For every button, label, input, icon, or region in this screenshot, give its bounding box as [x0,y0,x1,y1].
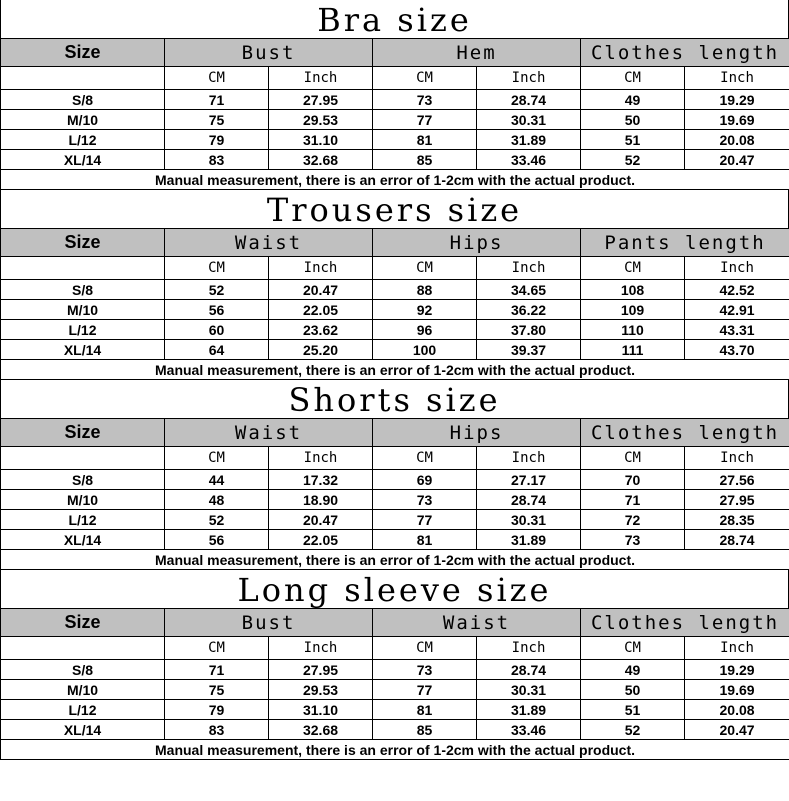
measurement-group-header: Pants length [581,229,789,257]
measurement-value: 23.62 [269,320,373,340]
unit-cm-label: CM [165,447,269,470]
measurement-value: 31.10 [269,130,373,150]
measurement-value: 22.05 [269,300,373,320]
measurement-group-header: Waist [165,229,373,257]
measurement-value: 31.89 [477,700,581,720]
unit-inch-label: Inch [685,637,789,660]
table-row [1,280,789,300]
table-row [1,660,789,680]
empty-cell [1,637,165,660]
measurement-value: 27.17 [477,470,581,490]
measurement-value: 28.74 [685,530,789,550]
measurement-group-header: Waist [165,419,373,447]
measurement-value: 48 [165,490,269,510]
measurement-group-header: Hem [373,39,581,67]
table-row [1,470,789,490]
table-row [1,510,789,530]
measurement-value: 18.90 [269,490,373,510]
measurement-value: 110 [581,320,685,340]
measurement-value: 29.53 [269,680,373,700]
measurement-value: 49 [581,90,685,110]
measurement-value: 77 [373,510,477,530]
unit-cm-label: CM [581,257,685,280]
size-label: XL/14 [1,720,165,740]
measurement-value: 60 [165,320,269,340]
measurement-value: 30.31 [477,510,581,530]
measurement-value: 31.10 [269,700,373,720]
unit-inch-label: Inch [685,257,789,280]
measurement-value: 43.31 [685,320,789,340]
measurement-value: 34.65 [477,280,581,300]
table-row [1,720,789,740]
size-column-header: Size [1,229,165,257]
size-label: S/8 [1,280,165,300]
size-label: L/12 [1,700,165,720]
unit-cm-label: CM [373,637,477,660]
measurement-value: 85 [373,720,477,740]
table-row [1,130,789,150]
unit-inch-label: Inch [477,447,581,470]
measurement-value: 27.95 [269,90,373,110]
table-row [1,90,789,110]
unit-inch-label: Inch [269,257,373,280]
measurement-group-header: Clothes length [581,609,789,637]
measurement-value: 111 [581,340,685,360]
size-label: M/10 [1,110,165,130]
size-label: XL/14 [1,340,165,360]
measurement-value: 36.22 [477,300,581,320]
measurement-note: Manual measurement, there is an error of 1-2cm with the actual product. [1,170,789,190]
measurement-value: 37.80 [477,320,581,340]
measurement-value: 81 [373,700,477,720]
measurement-value: 39.37 [477,340,581,360]
measurement-value: 19.69 [685,680,789,700]
unit-cm-label: CM [165,637,269,660]
measurement-value: 92 [373,300,477,320]
size-table [0,38,789,190]
measurement-value: 31.89 [477,530,581,550]
unit-inch-label: Inch [269,447,373,470]
unit-inch-label: Inch [477,67,581,90]
measurement-group-header: Hips [373,229,581,257]
measurement-value: 69 [373,470,477,490]
unit-cm-label: CM [165,257,269,280]
size-label: L/12 [1,510,165,530]
unit-inch-label: Inch [685,67,789,90]
measurement-value: 50 [581,680,685,700]
measurement-value: 71 [581,490,685,510]
measurement-value: 44 [165,470,269,490]
measurement-value: 64 [165,340,269,360]
measurement-group-header: Clothes length [581,419,789,447]
measurement-value: 75 [165,680,269,700]
size-table [0,418,789,570]
measurement-value: 79 [165,700,269,720]
measurement-value: 51 [581,130,685,150]
measurement-value: 72 [581,510,685,530]
measurement-value: 71 [165,90,269,110]
measurement-value: 79 [165,130,269,150]
size-label: M/10 [1,680,165,700]
unit-cm-label: CM [165,67,269,90]
size-label: XL/14 [1,530,165,550]
unit-cm-label: CM [373,257,477,280]
measurement-note: Manual measurement, there is an error of 1-2cm with the actual product. [1,360,789,380]
measurement-group-header: Bust [165,39,373,67]
unit-cm-label: CM [581,637,685,660]
measurement-value: 29.53 [269,110,373,130]
unit-inch-label: Inch [269,67,373,90]
measurement-value: 19.69 [685,110,789,130]
measurement-value: 25.20 [269,340,373,360]
measurement-value: 56 [165,530,269,550]
size-label: S/8 [1,470,165,490]
measurement-note: Manual measurement, there is an error of 1-2cm with the actual product. [1,550,789,570]
size-column-header: Size [1,609,165,637]
measurement-value: 20.08 [685,130,789,150]
section-title: Trousers size [0,190,789,228]
measurement-value: 32.68 [269,150,373,170]
table-row [1,150,789,170]
measurement-value: 42.91 [685,300,789,320]
measurement-group-header: Hips [373,419,581,447]
measurement-value: 85 [373,150,477,170]
measurement-value: 88 [373,280,477,300]
empty-cell [1,257,165,280]
empty-cell [1,67,165,90]
size-table [0,228,789,380]
unit-cm-label: CM [581,447,685,470]
measurement-value: 52 [165,280,269,300]
measurement-value: 27.56 [685,470,789,490]
measurement-value: 28.74 [477,660,581,680]
measurement-value: 52 [581,150,685,170]
measurement-value: 51 [581,700,685,720]
unit-inch-label: Inch [477,257,581,280]
table-row [1,300,789,320]
measurement-value: 30.31 [477,110,581,130]
measurement-value: 109 [581,300,685,320]
measurement-value: 42.52 [685,280,789,300]
measurement-group-header: Waist [373,609,581,637]
measurement-value: 56 [165,300,269,320]
measurement-value: 73 [373,660,477,680]
measurement-value: 73 [373,90,477,110]
unit-cm-label: CM [373,447,477,470]
measurement-note: Manual measurement, there is an error of 1-2cm with the actual product. [1,740,789,760]
measurement-value: 52 [581,720,685,740]
measurement-value: 20.47 [269,510,373,530]
table-row [1,320,789,340]
measurement-value: 81 [373,130,477,150]
size-section [0,0,789,190]
size-label: L/12 [1,130,165,150]
size-column-header: Size [1,39,165,67]
measurement-value: 20.47 [685,150,789,170]
measurement-value: 19.29 [685,660,789,680]
unit-inch-label: Inch [269,637,373,660]
measurement-value: 22.05 [269,530,373,550]
size-column-header: Size [1,419,165,447]
measurement-value: 19.29 [685,90,789,110]
measurement-value: 20.08 [685,700,789,720]
measurement-value: 83 [165,150,269,170]
measurement-group-header: Bust [165,609,373,637]
size-table [0,608,789,760]
measurement-value: 28.35 [685,510,789,530]
measurement-value: 81 [373,530,477,550]
measurement-value: 49 [581,660,685,680]
measurement-value: 100 [373,340,477,360]
measurement-value: 20.47 [269,280,373,300]
section-title: Bra size [0,0,789,38]
size-label: XL/14 [1,150,165,170]
measurement-value: 52 [165,510,269,530]
measurement-group-header: Clothes length [581,39,789,67]
measurement-value: 96 [373,320,477,340]
size-label: L/12 [1,320,165,340]
measurement-value: 73 [373,490,477,510]
size-label: S/8 [1,660,165,680]
unit-inch-label: Inch [685,447,789,470]
measurement-value: 31.89 [477,130,581,150]
measurement-value: 33.46 [477,720,581,740]
measurement-value: 28.74 [477,90,581,110]
table-row [1,110,789,130]
measurement-value: 17.32 [269,470,373,490]
measurement-value: 108 [581,280,685,300]
measurement-value: 75 [165,110,269,130]
size-label: S/8 [1,90,165,110]
empty-cell [1,447,165,470]
size-section [0,570,789,760]
size-section [0,190,789,380]
measurement-value: 71 [165,660,269,680]
measurement-value: 20.47 [685,720,789,740]
size-label: M/10 [1,300,165,320]
section-title: Shorts size [0,380,789,418]
unit-cm-label: CM [581,67,685,90]
unit-inch-label: Inch [477,637,581,660]
measurement-value: 33.46 [477,150,581,170]
size-section [0,380,789,570]
table-row [1,680,789,700]
measurement-value: 50 [581,110,685,130]
table-row [1,340,789,360]
table-row [1,700,789,720]
unit-cm-label: CM [373,67,477,90]
table-row [1,490,789,510]
measurement-value: 32.68 [269,720,373,740]
measurement-value: 77 [373,110,477,130]
size-label: M/10 [1,490,165,510]
measurement-value: 27.95 [685,490,789,510]
measurement-value: 77 [373,680,477,700]
measurement-value: 83 [165,720,269,740]
measurement-value: 28.74 [477,490,581,510]
measurement-value: 70 [581,470,685,490]
table-row [1,530,789,550]
measurement-value: 73 [581,530,685,550]
measurement-value: 27.95 [269,660,373,680]
section-title: Long sleeve size [0,570,789,608]
measurement-value: 30.31 [477,680,581,700]
measurement-value: 43.70 [685,340,789,360]
